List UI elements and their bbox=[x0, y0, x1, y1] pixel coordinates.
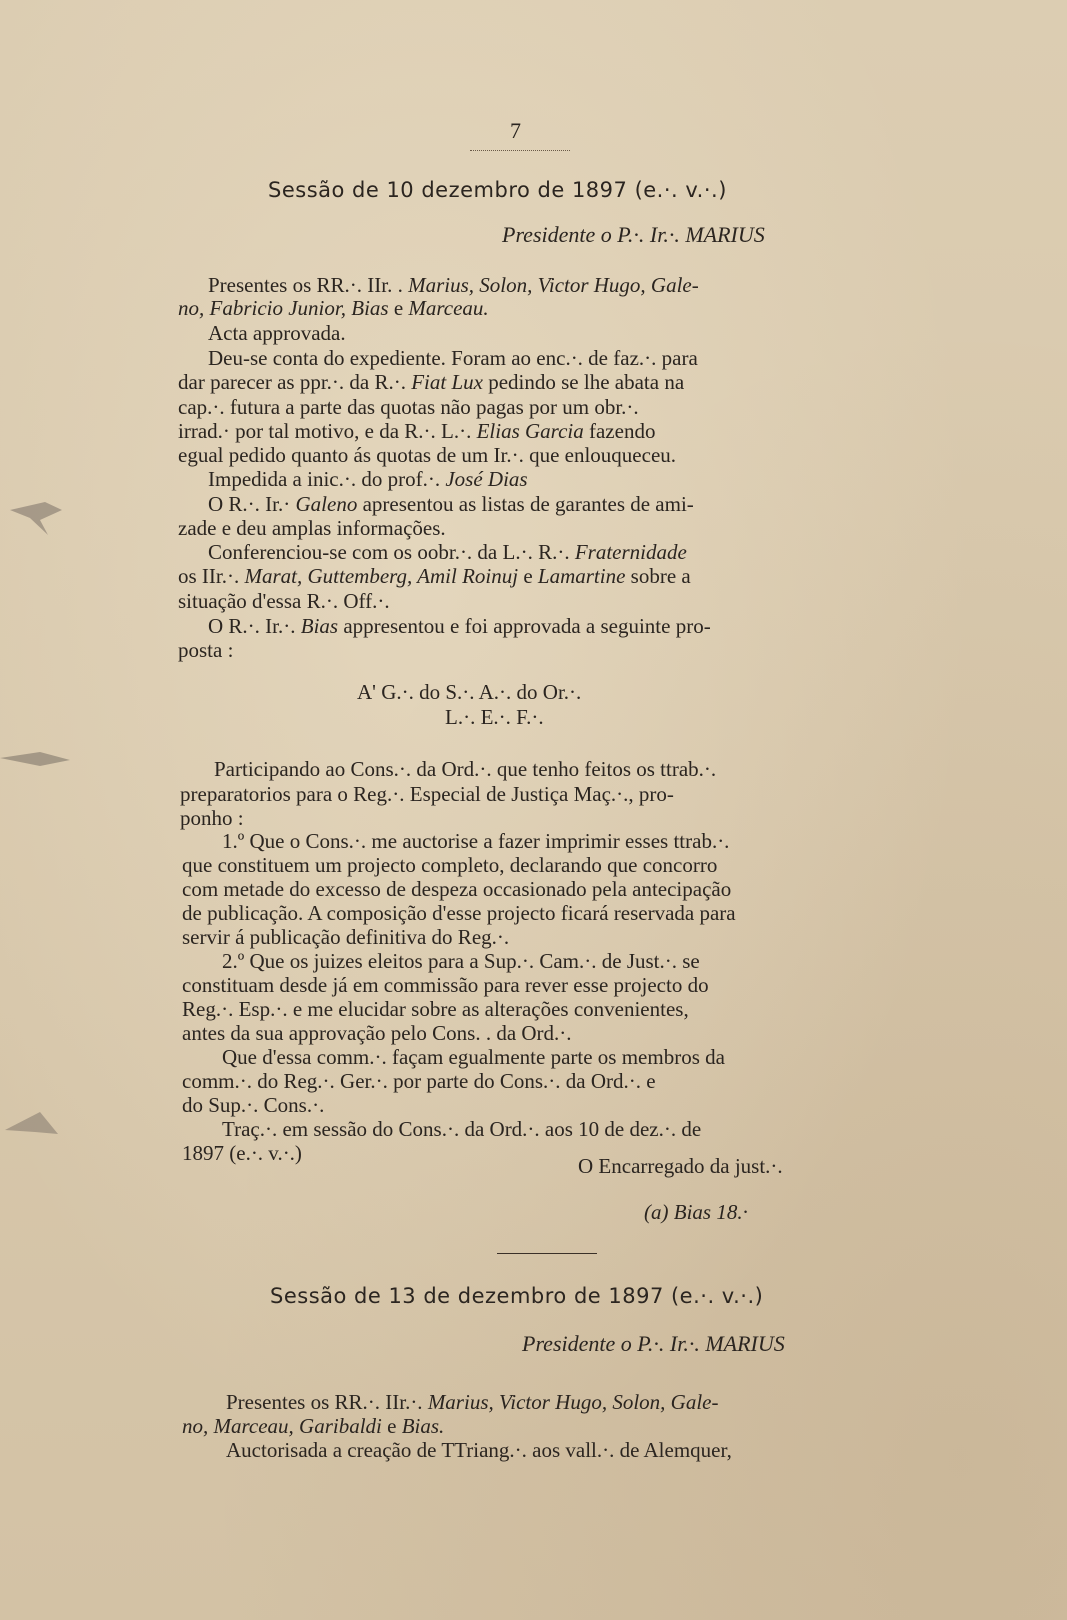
proposal-line: Reg.·. Esp.·. e me elucidar sobre as alterações convenientes, bbox=[182, 997, 689, 1021]
proposal-line: Participando ao Cons.·. da Ord.·. que tenho feitos os ttrab.·. bbox=[214, 757, 717, 781]
page-number: 7 bbox=[510, 118, 521, 143]
text-line: zade e deu amplas informações. bbox=[178, 516, 446, 540]
text-line: Impedida a inic.·. do prof.·. José Dias bbox=[208, 467, 528, 491]
left-margin-stain bbox=[0, 1100, 80, 1160]
address-line: L.·. E.·. F.·. bbox=[445, 705, 544, 729]
proposal-line: antes da sua approvação pelo Cons. . da Ord.·. bbox=[182, 1021, 572, 1045]
session-heading: Sessão de 13 de dezembro de 1897 (e.·. v.·.) bbox=[270, 1284, 764, 1308]
session-heading: Sessão de 10 dezembro de 1897 (e.·. v.·.) bbox=[268, 178, 727, 202]
text-line: Presentes os RR.·. IIr. . Marius, Solon, Victor Hugo, Gale- bbox=[208, 273, 699, 297]
signature-name: (a) Bias 18.· bbox=[644, 1200, 748, 1224]
text-line: dar parecer as ppr.·. da R.·. Fiat Lux pedindo se lhe abata na bbox=[178, 370, 685, 394]
proposal-line: Que d'essa comm.·. façam egualmente parte os membros da bbox=[222, 1045, 725, 1069]
proposal-line: que constituem um projecto completo, declarando que concorro bbox=[182, 853, 718, 877]
text-line: egual pedido quanto ás quotas de um Ir.·. que enlouqueceu. bbox=[178, 443, 677, 467]
proposal-line: 1897 (e.·. v.·.) bbox=[182, 1141, 302, 1165]
address-line: A' G.·. do S.·. A.·. do Or.·. bbox=[357, 680, 582, 704]
page-number-rule bbox=[470, 150, 570, 151]
proposal-line: servir á publicação definitiva do Reg.·. bbox=[182, 925, 510, 949]
text-line: Auctorisada a creação de TTriang.·. aos vall.·. de Alemquer, bbox=[226, 1438, 732, 1462]
proposal-line: 1.º Que o Cons.·. me auctorise a fazer imprimir esses ttrab.·. bbox=[222, 829, 730, 853]
section-separator bbox=[497, 1253, 597, 1254]
proposal-line: de publicação. A composição d'esse projecto ficará reservada para bbox=[182, 901, 736, 925]
proposal-line: do Sup.·. Cons.·. bbox=[182, 1093, 325, 1117]
left-margin-stain bbox=[0, 480, 80, 560]
proposal-line: preparatorios para o Reg.·. Especial de Justiça Maç.·., pro- bbox=[180, 782, 674, 806]
text-line: Acta approvada. bbox=[208, 321, 346, 345]
proposal-line: comm.·. do Reg.·. Ger.·. por parte do Cons.·. da Ord.·. e bbox=[182, 1069, 656, 1093]
text-line: Deu-se conta do expediente. Foram ao enc.·. de faz.·. para bbox=[208, 346, 698, 370]
text-line: O R.·. Ir.·. Bias appresentou e foi approvada a seguinte pro- bbox=[208, 614, 711, 638]
text-line: posta : bbox=[178, 638, 234, 662]
signature-title: O Encarregado da just.·. bbox=[578, 1154, 783, 1178]
text-line: os IIr.·. Marat, Guttemberg, Amil Roinuj e Lamartine sobre a bbox=[178, 564, 691, 588]
text-line: no, Fabricio Junior, Bias e Marceau. bbox=[178, 296, 489, 320]
proposal-line: ponho : bbox=[180, 806, 244, 830]
text-line: cap.·. futura a parte das quotas não pagas por um obr.·. bbox=[178, 395, 639, 419]
proposal-line: com metade do excesso de despeza occasionado pela antecipação bbox=[182, 877, 732, 901]
text-line: Conferenciou-se com os oobr.·. da L.·. R.·. Fraternidade bbox=[208, 540, 687, 564]
text-line: situação d'essa R.·. Off.·. bbox=[178, 589, 390, 613]
proposal-line: constituam desde já em commissão para rever esse projecto do bbox=[182, 973, 709, 997]
text-line: Presentes os RR.·. IIr.·. Marius, Victor Hugo, Solon, Gale- bbox=[226, 1390, 719, 1414]
session-president: Presidente o P.·. Ir.·. MARIUS bbox=[502, 222, 765, 247]
text-line: O R.·. Ir.· Galeno apresentou as listas de garantes de ami- bbox=[208, 492, 694, 516]
proposal-line: 2.º Que os juizes eleitos para a Sup.·. Cam.·. de Just.·. se bbox=[222, 949, 700, 973]
left-margin-stain bbox=[0, 740, 80, 780]
session-president: Presidente o P.·. Ir.·. MARIUS bbox=[522, 1331, 785, 1356]
proposal-line: Traç.·. em sessão do Cons.·. da Ord.·. aos 10 de dez.·. de bbox=[222, 1117, 702, 1141]
text-line: no, Marceau, Garibaldi e Bias. bbox=[182, 1414, 445, 1438]
text-line: irrad.· por tal motivo, e da R.·. L.·. Elias Garcia fazendo bbox=[178, 419, 656, 443]
